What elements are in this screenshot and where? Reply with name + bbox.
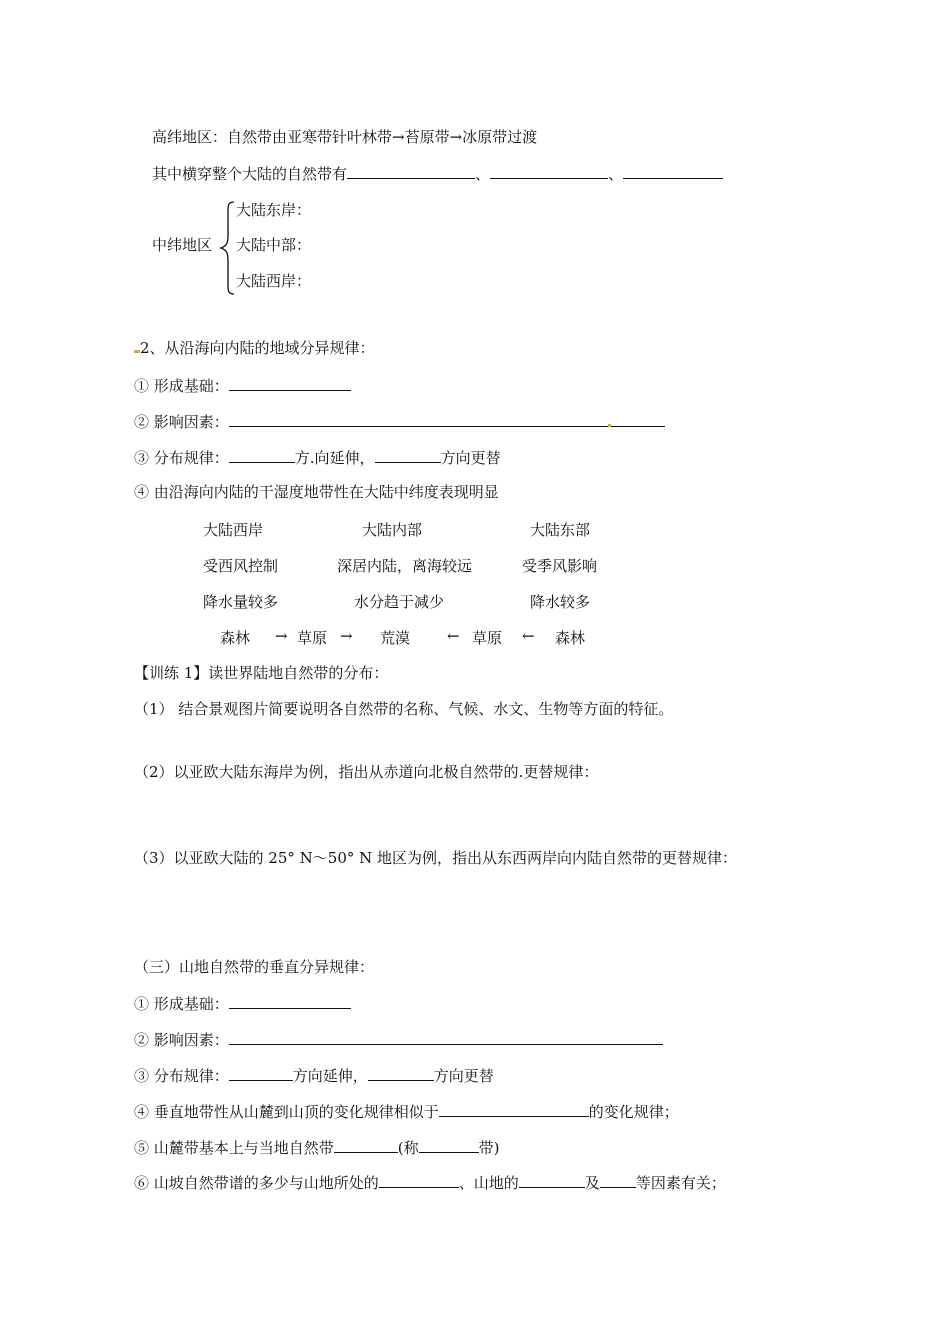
arrow-left-icon: ←	[522, 627, 535, 645]
sec3-item1-label: ① 形成基础：	[134, 995, 229, 1013]
sec3-item4	[134, 1101, 679, 1122]
sec3-item6-end: 等因素有关；	[635, 1174, 726, 1192]
header-east: 大陆东部	[530, 521, 591, 539]
sec3-item6	[134, 1172, 726, 1193]
row1-east: 受季风影响	[522, 557, 598, 575]
blank-across-2[interactable]	[490, 163, 608, 179]
row1-interior: 深居内陆，离海较远	[337, 557, 473, 575]
yellow-dot-icon	[608, 424, 611, 427]
sec3-item5-end: 带)	[478, 1139, 500, 1157]
sec3-item1	[134, 993, 351, 1014]
sec3-item3	[134, 1065, 494, 1086]
sec3-item6-label: ⑥ 山坡自然带谱的多少与山地所处的	[134, 1174, 379, 1192]
training-q2: （2）以亚欧大陆东海岸为例，指出从赤道向北极自然带的.更替规律：	[134, 763, 599, 781]
sec3-item3-end: 方向更替	[433, 1067, 494, 1085]
section3-title: （三）山地自然带的垂直分异规律：	[134, 958, 375, 976]
chain-grassland-west: 草原	[297, 629, 328, 647]
sec3-item5	[134, 1137, 500, 1158]
section2-title: 2、从沿海向内陆的地域分异规律：	[140, 339, 375, 357]
row2-west: 降水量较多	[203, 593, 279, 611]
sec2-item2-label: ② 影响因素：	[134, 413, 229, 431]
blank-sec3-similar[interactable]	[439, 1101, 589, 1117]
blank-sec3-other[interactable]	[600, 1172, 636, 1188]
sec3-item3-label: ③ 分布规律：	[134, 1067, 229, 1085]
blank-sec3-location[interactable]	[379, 1172, 459, 1188]
west-coast-label: 大陆西岸：	[236, 272, 312, 290]
row2-east: 降水较多	[530, 593, 591, 611]
sec2-item3-mid: 方.向延伸，	[294, 449, 375, 467]
blank-sec2-basis[interactable]	[229, 375, 351, 391]
blank-sec3-belt-name[interactable]	[419, 1137, 479, 1153]
blank-sec2-alternate[interactable]	[375, 447, 441, 463]
blank-sec3-basis[interactable]	[229, 993, 351, 1009]
sec2-item3-end: 方向更替	[440, 449, 501, 467]
across-continent-line	[152, 163, 723, 184]
arrow-right-icon: →	[340, 627, 353, 645]
sec3-item6-mid: 、山地的	[458, 1174, 519, 1192]
sec3-item5-label: ⑤ 山麓带基本上与当地自然带	[134, 1139, 334, 1157]
high-latitude-text: 高纬地区：自然带由亚寒带针叶林带→苔原带→冰原带过渡	[152, 128, 538, 146]
sec2-item3-label: ③ 分布规律：	[134, 449, 229, 467]
sec3-item2-label: ② 影响因素：	[134, 1031, 229, 1049]
sec2-item1-label: ① 形成基础：	[134, 377, 229, 395]
sec2-item3	[134, 447, 501, 468]
header-west: 大陆西岸	[203, 521, 264, 539]
across-prefix: 其中横穿整个大陆的自然带有	[152, 165, 348, 183]
high-latitude-line	[152, 127, 537, 147]
training-q1: （1） 结合景观图片简要说明各自然带的名称、气候、水文、生物等方面的特征。	[134, 700, 674, 718]
sec3-item5-mid: (称	[397, 1139, 419, 1157]
row1-west: 受西风控制	[203, 557, 279, 575]
blank-across-3[interactable]	[623, 163, 723, 179]
blank-sec2-extend[interactable]	[229, 447, 295, 463]
header-interior: 大陆内部	[362, 521, 423, 539]
sec3-item4-end: 的变化规律；	[588, 1103, 679, 1121]
blank-sec3-extend[interactable]	[229, 1065, 293, 1081]
mid-latitude-label: 中纬地区	[152, 236, 213, 254]
sec2-item2	[134, 411, 665, 432]
sec3-item6-and: 及	[584, 1174, 600, 1192]
blank-sec3-factors[interactable]	[229, 1029, 663, 1045]
sep-2: 、	[608, 165, 624, 183]
chain-grassland-east: 草原	[472, 629, 503, 647]
blank-sec2-factors[interactable]	[229, 411, 665, 427]
sec3-item2	[134, 1029, 663, 1050]
blank-sec3-base-belt[interactable]	[334, 1137, 398, 1153]
blank-sec3-height[interactable]	[519, 1172, 585, 1188]
sec2-item1	[134, 375, 351, 396]
blank-sec3-alternate[interactable]	[368, 1065, 434, 1081]
training-q3: （3）以亚欧大陆的 25° N～50° N 地区为例，指出从东西两岸向内陆自然带的更替规律：	[134, 849, 738, 867]
east-coast-label: 大陆东岸：	[236, 201, 312, 219]
chain-forest-east: 森林	[555, 629, 586, 647]
sec2-item4: ④ 由沿海向内陆的干湿度地带性在大陆中纬度表现明显	[134, 483, 499, 501]
chain-forest-west: 森林	[220, 629, 251, 647]
interior-label: 大陆中部：	[236, 236, 312, 254]
row2-interior: 水分趋于减少	[354, 593, 445, 611]
arrow-right-icon: →	[275, 627, 288, 645]
sec3-item4-label: ④ 垂直地带性从山麓到山顶的变化规律相似于	[134, 1103, 439, 1121]
arrow-left-icon: ←	[447, 627, 460, 645]
curly-brace-icon	[218, 198, 238, 298]
training-title: 【训练 1】读世界陆地自然带的分布：	[134, 664, 389, 682]
blank-across-1[interactable]	[347, 163, 475, 179]
sep-1: 、	[475, 165, 491, 183]
chain-desert: 荒漠	[380, 629, 411, 647]
sec3-item3-mid: 方向延伸，	[292, 1067, 368, 1085]
